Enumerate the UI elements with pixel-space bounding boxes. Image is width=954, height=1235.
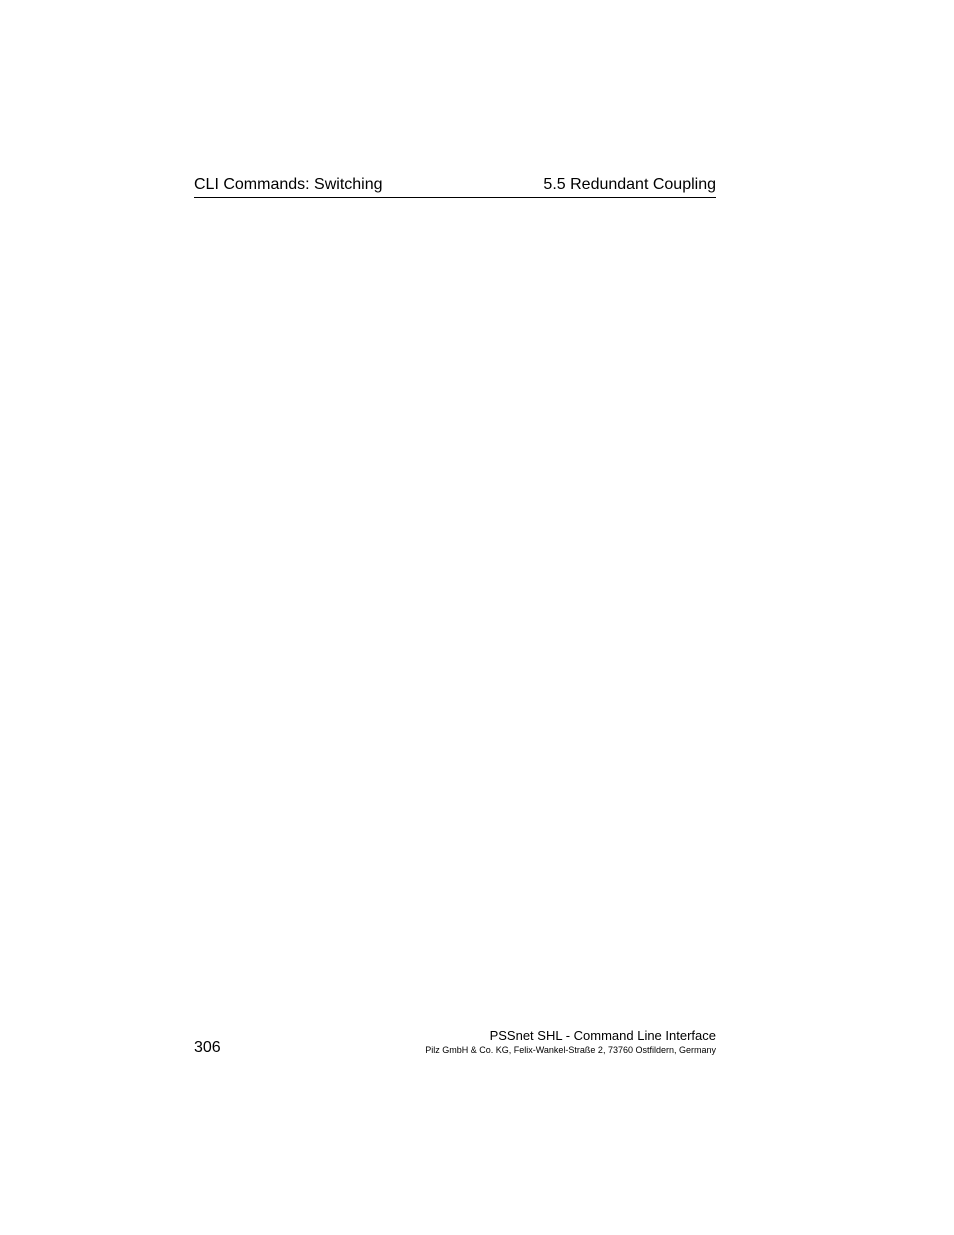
footer-document-title: PSSnet SHL - Command Line Interface [489, 1028, 716, 1043]
page-header [194, 175, 716, 198]
chapter-title: CLI Commands: Switching [194, 176, 383, 193]
page-footer [425, 1028, 716, 1056]
page-number: 306 [194, 1039, 221, 1056]
section-title: 5.5 Redundant Coupling [543, 176, 716, 193]
footer-address: Pilz GmbH & Co. KG, Felix-Wankel-Straße 2, 73760 Ostfildern, Germany [425, 1045, 716, 1055]
